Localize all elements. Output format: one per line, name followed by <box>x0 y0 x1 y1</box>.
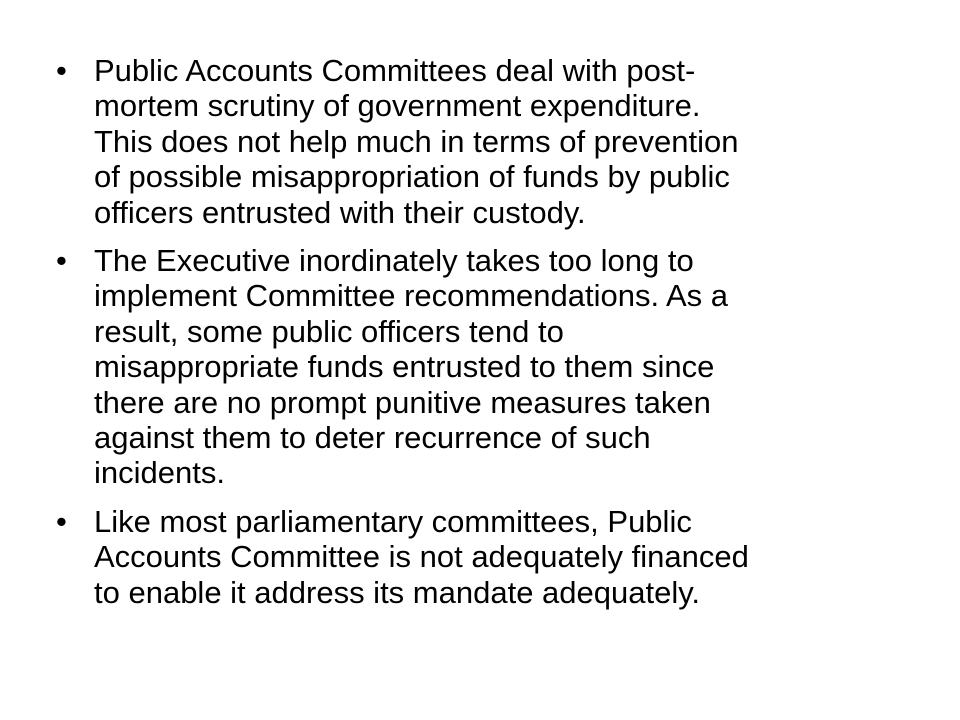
bullet-3-line-3: to enable it address its mandate adequately. <box>94 574 701 610</box>
bullet-2-line-5: there are no prompt punitive measures taken <box>94 384 711 420</box>
bullet-1-line-1: Public Accounts Committees deal with post- <box>94 53 696 88</box>
bullet-2-line-3: result, some public officers tend to <box>94 313 564 349</box>
bullet-1-line-4: of possible misappropriation of funds by public <box>94 159 730 195</box>
bullet-1-line-2: mortem scrutiny of government expenditure. <box>94 88 701 124</box>
bullet-icon: • <box>56 503 67 539</box>
bullet-list <box>56 53 906 623</box>
bullet-2-line-7: incidents. <box>94 455 225 491</box>
bullet-1-line-3: This does not help much in terms of prevention <box>94 123 739 159</box>
bullet-2-line-6: against them to deter recurrence of such <box>94 420 651 456</box>
bullet-3-line-2: Accounts Committee is not adequately financed <box>94 539 749 575</box>
bullet-2-line-2: implement Committee recommendations. As a <box>94 278 729 314</box>
bullet-1-line-5: officers entrusted with their custody. <box>94 194 586 230</box>
bullet-2-line-1: The Executive inordinately takes too long to <box>94 243 694 279</box>
bullet-3-line-1: Like most parliamentary committees, Public <box>94 503 692 539</box>
bullet-item-3 <box>56 504 906 610</box>
bullet-icon: • <box>56 243 67 279</box>
bullet-item-2 <box>56 243 906 491</box>
bullet-icon: • <box>56 53 67 88</box>
bullet-item-1 <box>56 53 906 230</box>
bullet-2-line-4: misappropriate funds entrusted to them since <box>94 349 715 385</box>
